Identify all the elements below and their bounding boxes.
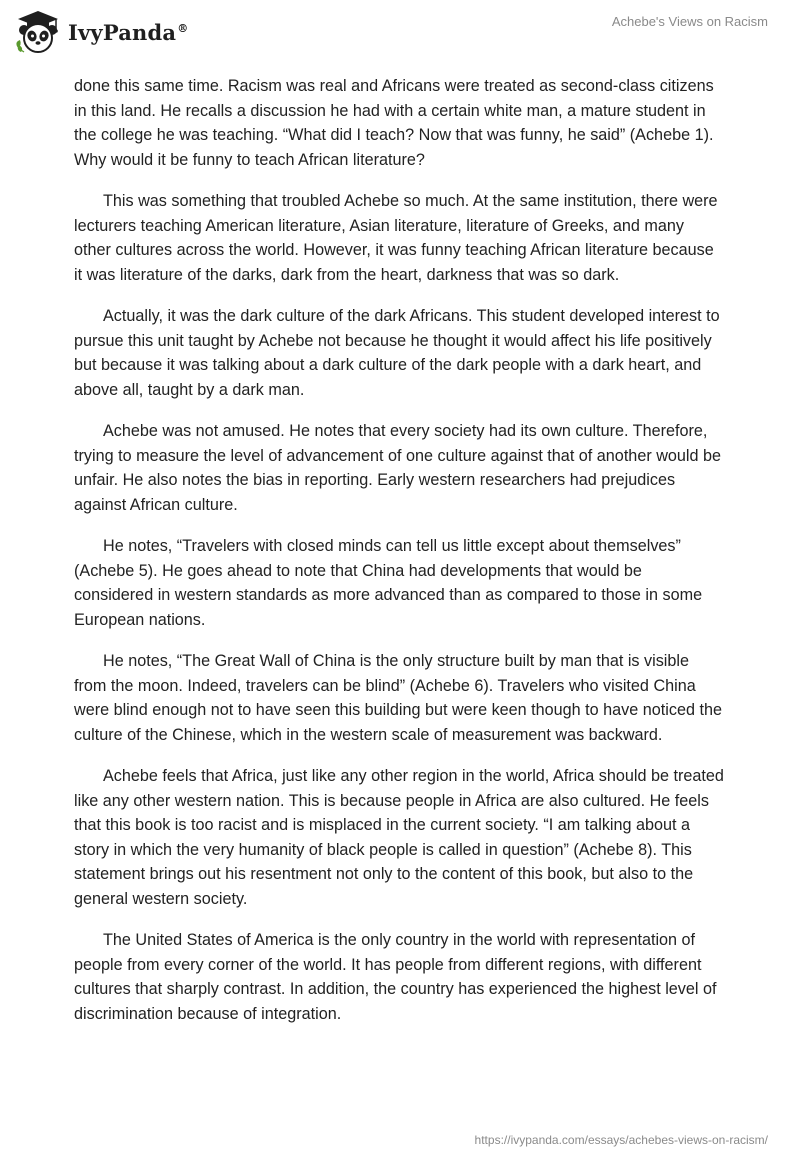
brand-name: IvyPanda® (68, 19, 189, 45)
source-url-link[interactable]: https://ivypanda.com/essays/achebes-views-on-racism/ (474, 1133, 768, 1147)
paragraph: Achebe was not amused. He notes that every society had its own culture. Therefore, trying to measure the level of advancement of one culture against that of another would be unfair. He also notes the bias in reporting. Early western researchers had prejudices against African culture. (74, 422, 722, 514)
paragraph: done this same time. Racism was real and Africans were treated as second-class citizens in this land. He recalls a discussion he had with a certain white man, a mature student in the college he was teaching. “What did I teach? Now that was funny, he said” (Achebe 1). Why would it be funny to teach African literature? (74, 77, 714, 169)
panda-graduate-icon (12, 8, 64, 56)
paragraph: He notes, “Travelers with closed minds can tell us little except about themselves” (Achebe 5). He goes ahead to note that China had developments that would be considered in western standards as more advanced than as compared to those in some European nations. (74, 537, 703, 629)
registered-mark: ® (177, 21, 189, 35)
document-title: Achebe's Views on Racism (611, 14, 768, 29)
paragraph: He notes, “The Great Wall of China is the only structure built by man that is visible from the moon. Indeed, travelers can be blind” (Achebe 6). Travelers who visited China were blind enough not to have seen this building but were keen though to have noticed the culture of the Chinese, which in the western scale of measurement was backward. (74, 652, 722, 744)
essay-body (74, 74, 724, 1043)
page-header (0, 0, 800, 70)
ivypanda-logo[interactable] (12, 8, 188, 56)
paragraph: The United States of America is the only country in the world with representation of people from every corner of the world. It has people from different regions, with different cultures that sharply contrast. In addition, the country has experienced the highest level of discrimination because of integration. (74, 931, 717, 1023)
paragraph: This was something that troubled Achebe so much. At the same institution, there were lecturers teaching American literature, Asian literature, literature of Greeks, and many other cultures across the world. However, it was funny teaching African literature because it was literature of the darks, dark from the heart, darkness that was so dark. (74, 192, 718, 284)
paragraph: Actually, it was the dark culture of the dark Africans. This student developed interest to pursue this unit taught by Achebe not because he thought it would affect his life positively but because it was talking about a dark culture of the dark people with a dark heart, and above all, taught by a dark man. (74, 307, 720, 399)
paragraph: Achebe feels that Africa, just like any other region in the world, Africa should be treated like any other western nation. This is because people in Africa are also cultured. He feels that this book is too racist and is misplaced in the current society. “I am talking about a story in which the very humanity of black people is called in question” (Achebe 8). This statement brings out his resentment not only to the content of this book, but also to the general western society. (74, 767, 724, 908)
